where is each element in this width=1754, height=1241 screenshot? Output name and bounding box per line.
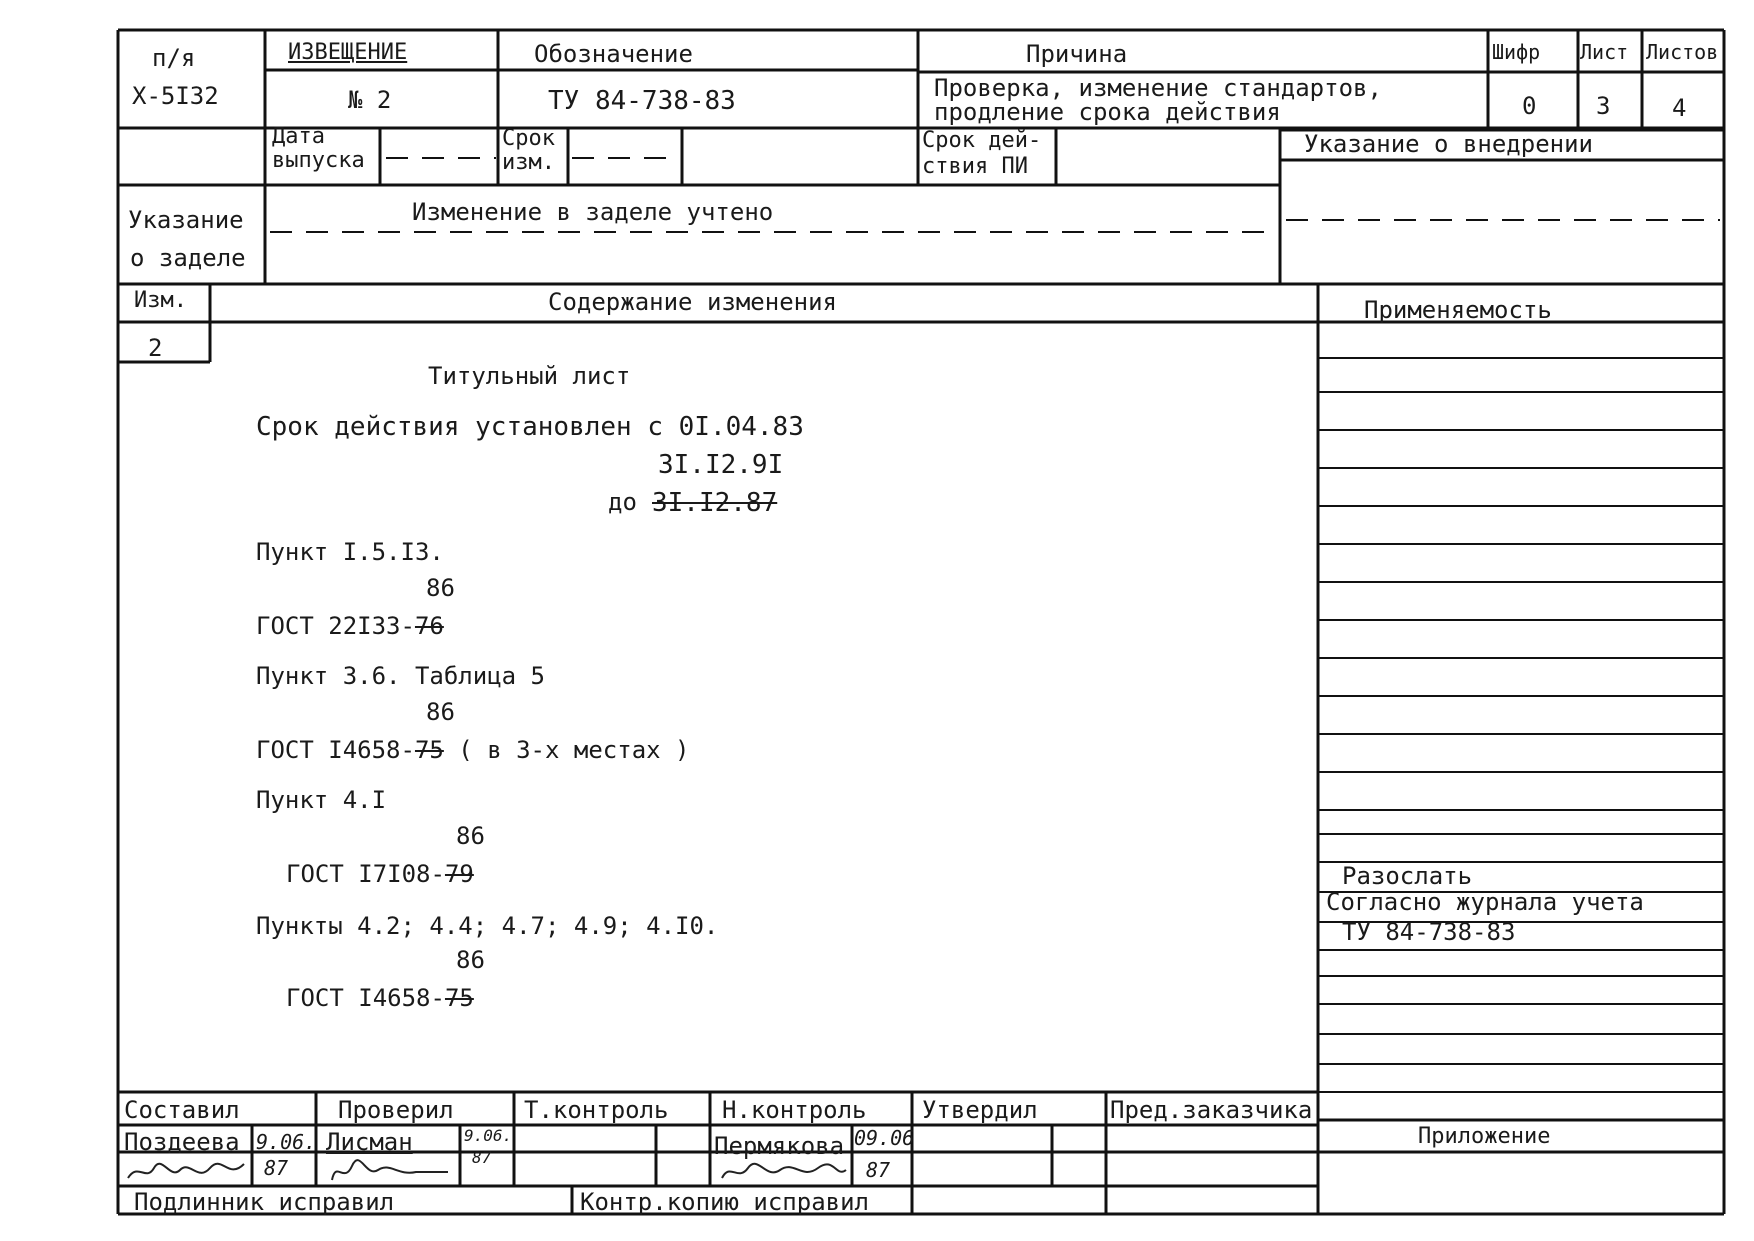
old-date: 3I.I2.87 (652, 488, 778, 518)
item4-gost-text: ГОСТ I4658- (286, 984, 445, 1012)
item3-line: Пункт 4.I (256, 786, 387, 814)
ncontrol-label: Н.контроль (722, 1096, 867, 1124)
content-label: Содержание изменения (548, 288, 837, 316)
item1-gost-text: ГОСТ 22I33- (256, 612, 415, 640)
original-fixed: Подлинник исправил (134, 1188, 395, 1216)
appendix-label: Приложение (1418, 1124, 1551, 1149)
change-number: 2 (148, 334, 163, 362)
issue-date-label-2: выпуска (272, 148, 365, 173)
reason-label: Причина (1026, 40, 1128, 68)
sheet-label: Лист (1580, 40, 1629, 64)
customer-label: Пред.заказчика (1110, 1096, 1313, 1124)
compiled-label: Составил (124, 1096, 240, 1124)
checked-signature (326, 1156, 456, 1186)
designation-label: Обозначение (534, 40, 693, 68)
applicability-label: Применяемость (1364, 296, 1552, 324)
item4-gost-old: 75 (444, 984, 474, 1012)
item3-gost (286, 862, 474, 886)
notice-number: № 2 (348, 86, 392, 114)
item2-gost-text: ГОСТ I4658- (256, 736, 415, 764)
ncontrol-signature (718, 1156, 850, 1186)
code-value: 0 (1522, 92, 1537, 120)
approved-label: Утвердил (922, 1096, 1038, 1124)
pi-term-label-1: Срок дей- (922, 128, 1042, 153)
item4-line: Пункты 4.2; 4.4; 4.7; 4.9; 4.I0. (256, 912, 719, 940)
item2-note: ( в 3-х местах ) (443, 736, 690, 764)
checked-date-1: 9.06. (464, 1126, 513, 1145)
compiled-signature (124, 1156, 250, 1186)
item3-gost-text: ГОСТ I7I08- (286, 860, 445, 888)
distribution-line-2: ТУ 84-738-83 (1342, 918, 1516, 946)
compiled-date-1: 9.06. (256, 1130, 317, 1154)
item3-gost-old: 79 (444, 860, 474, 888)
distribution-line-1: Согласно журнала учета (1326, 888, 1644, 916)
checked-name: Лисман (326, 1128, 413, 1156)
item4-gost (286, 986, 474, 1010)
change-term-label-2: изм. (502, 150, 555, 175)
title-sheet-line: Титульный лист (428, 362, 631, 390)
code-label: Шифр (1492, 40, 1541, 64)
pi-term-label-2: ствия ПИ (922, 154, 1028, 179)
tcontrol-label: Т.контроль (524, 1096, 669, 1124)
item3-sup: 86 (456, 822, 485, 850)
item1-line: Пункт I.5.I3. (256, 538, 444, 566)
sheets-label: Листов (1646, 40, 1719, 64)
item2-line: Пункт 3.6. Таблица 5 (256, 662, 545, 690)
org-label: п/я (152, 44, 196, 72)
designation-value: ТУ 84-738-83 (548, 86, 736, 116)
ncontrol-date-1: 09.06 (854, 1126, 915, 1150)
compiled-name: Поздеева (124, 1128, 240, 1156)
item2-sup: 86 (426, 698, 455, 726)
notice-label: ИЗВЕЩЕНИЕ (288, 40, 408, 65)
change-label: Изм. (134, 288, 187, 313)
item2-gost-old: 75 (414, 736, 444, 764)
backlog-label-1: Указание (128, 206, 244, 234)
until-word: до (608, 488, 637, 516)
compiled-date-2: 87 (264, 1156, 289, 1180)
distribution-label: Разослать (1342, 862, 1473, 890)
item1-gost-old: 76 (414, 612, 444, 640)
change-term-label-1: Срок (502, 126, 555, 151)
reason-line-2: продление срока действия (934, 98, 1281, 126)
checked-label: Проверил (338, 1096, 454, 1124)
item1-gost (256, 614, 444, 638)
org-value: Х-5I32 (132, 82, 219, 110)
ncontrol-date-2: 87 (866, 1158, 891, 1182)
ncontrol-name: Пермякова (714, 1132, 845, 1160)
new-date: 3I.I2.9I (658, 450, 784, 480)
copy-fixed: Контр.копию исправил (580, 1188, 869, 1216)
implementation-label: Указание о внедрении (1304, 130, 1593, 158)
backlog-value: Изменение в заделе учтено (412, 198, 774, 226)
issue-date-label-1: Дата (272, 124, 325, 149)
checked-date-2: 87 (472, 1148, 492, 1167)
item2-gost (256, 738, 690, 762)
backlog-label-2: о заделе (130, 244, 246, 272)
item1-sup: 86 (426, 574, 455, 602)
sheet-value: 3 (1596, 92, 1611, 120)
sheets-value: 4 (1672, 94, 1687, 122)
reason-line-1: Проверка, изменение стандартов, (934, 74, 1382, 102)
validity-line: Срок действия установлен с 0I.04.83 (256, 412, 804, 442)
item4-sup: 86 (456, 946, 485, 974)
